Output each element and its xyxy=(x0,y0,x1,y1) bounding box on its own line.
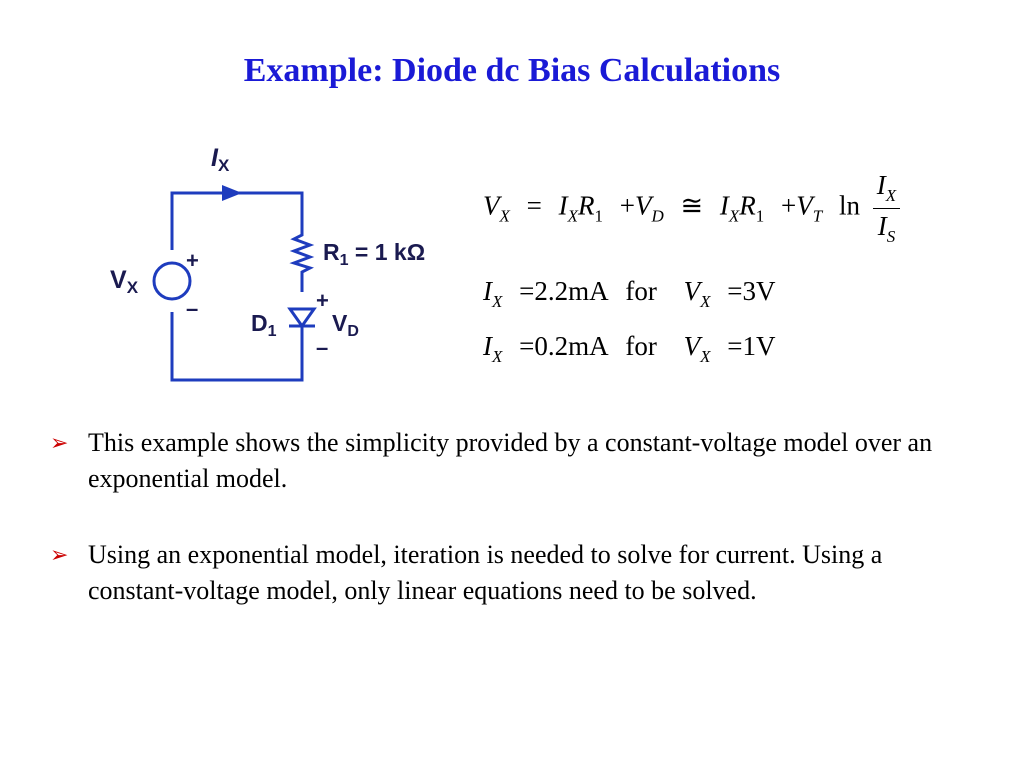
bullet-text: This example shows the simplicity provided by a constant-voltage model over an exponential model. xyxy=(88,428,933,493)
circuit-diagram xyxy=(100,130,480,395)
equation-main: $V_X = I_XR_1 +V_D$ ≅ $I_XR_1 +V_T$ ln $\frac{I_X}{I_S}$ xyxy=(483,170,900,247)
diode-plus: + xyxy=(316,288,329,313)
source-plus: + xyxy=(186,248,199,273)
bullet-arrow-icon: ➢ xyxy=(50,542,69,567)
bullet-list xyxy=(50,425,970,609)
wire-top xyxy=(172,193,302,250)
resistor-symbol xyxy=(294,228,310,292)
current-label: $I_X$ xyxy=(211,144,230,175)
bullet-arrow-icon: ➢ xyxy=(50,430,69,455)
bullet-item xyxy=(50,425,970,497)
voltage-source-symbol xyxy=(154,263,190,299)
slide-title: Example: Diode dc Bias Calculations xyxy=(243,52,781,89)
diode-minus: – xyxy=(316,335,329,360)
current-arrow-icon xyxy=(222,185,242,201)
diode-label: $D_1$ xyxy=(251,310,277,340)
equation-case-2: $I_X =0.2mA$ for $V_X =1V$ xyxy=(483,331,776,366)
ln-fraction: $\frac{I_X}{I_S}$ xyxy=(873,170,900,247)
source-label: $V_X$ xyxy=(110,266,139,297)
bullet-item xyxy=(50,537,970,609)
bullet-text: Using an exponential model, iteration is needed to solve for current. Using a constant-voltage model, only linear equations need to be solved. xyxy=(88,540,883,605)
resistor-label: $R_1 = 1$ kΩ xyxy=(323,239,426,269)
wire-bottom xyxy=(172,312,302,380)
source-minus: – xyxy=(186,296,199,321)
diode-symbol xyxy=(290,309,314,326)
equation-case-1: $I_X =2.2mA$ for $V_X =3V$ xyxy=(483,276,776,311)
diode-voltage-label: $V_D$ xyxy=(332,310,359,340)
